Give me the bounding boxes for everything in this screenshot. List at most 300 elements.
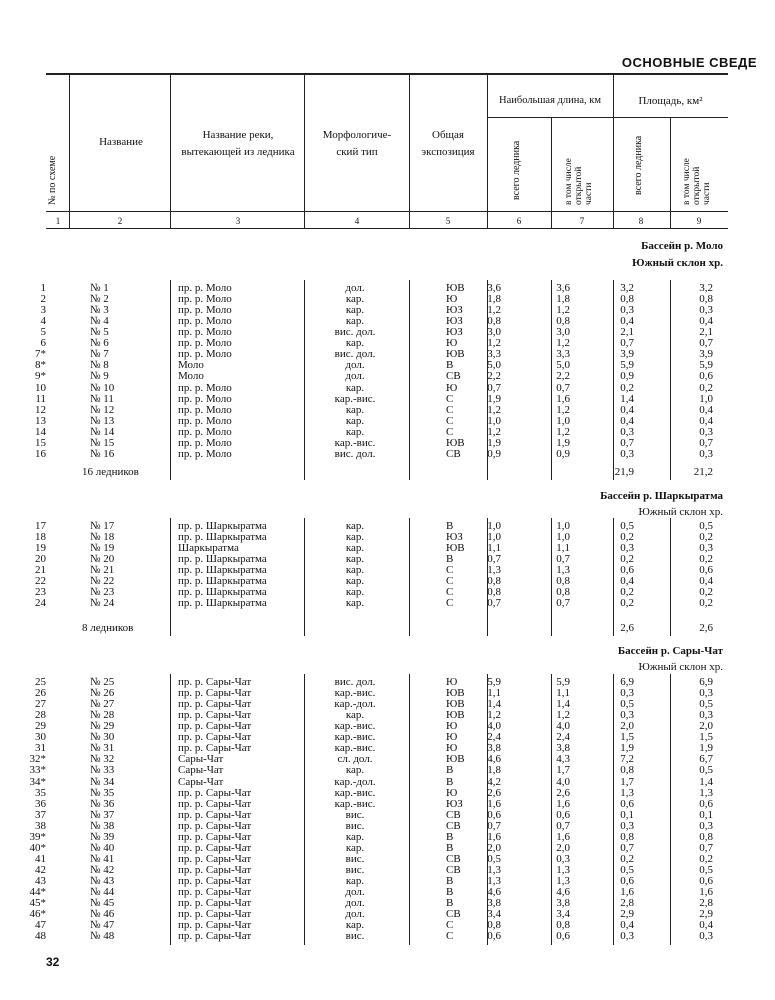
table-row [0, 294, 775, 305]
length-open: 3,8 [556, 742, 570, 755]
col-number: 2 [117, 216, 123, 226]
exposure: С [446, 403, 454, 416]
glacier-name: № 1 [90, 282, 109, 294]
area-open: 0,2 [699, 553, 713, 566]
length-open: 4,0 [556, 720, 570, 733]
glacier-name: № 14 [90, 425, 115, 438]
area-open: 1,0 [699, 392, 713, 405]
scheme-number: 46* [29, 908, 46, 921]
col-number: 1 [55, 216, 61, 226]
scheme-number: 48 [35, 930, 46, 943]
length-total: 1,2 [487, 403, 501, 416]
scheme-number: 23 [35, 586, 46, 599]
length-open: 5,9 [556, 676, 570, 688]
exposure: Ю [446, 786, 458, 799]
length-open: 3,4 [556, 908, 570, 921]
exposure: ЮВ [446, 542, 465, 555]
morph-type: кар. [345, 293, 365, 306]
morph-type: кар.-вис. [334, 687, 376, 700]
length-total: 0,6 [487, 930, 501, 943]
scheme-number: 47 [35, 919, 46, 932]
river-name: пр. р. Моло [178, 447, 232, 460]
morph-type: дол. [345, 897, 365, 910]
glacier-name: № 6 [90, 337, 109, 350]
col-number: 5 [445, 216, 451, 226]
table-row [0, 449, 775, 460]
river-name: пр. р. Моло [178, 425, 232, 438]
section-total-label: 8 ледников [82, 622, 134, 634]
hdr-vline [670, 117, 671, 228]
river-name: пр. р. Шаркыратма [178, 564, 267, 577]
river-name: пр. р. Моло [178, 282, 232, 294]
length-open: 0,8 [556, 315, 570, 328]
morph-type: дол. [345, 908, 365, 921]
length-total: 2,4 [487, 731, 501, 744]
area-open: 0,1 [699, 808, 713, 821]
area-open: 0,6 [699, 797, 713, 810]
morph-type: дол. [345, 282, 365, 294]
river-name: пр. р. Сары-Чат [178, 698, 252, 711]
area-open: 6,7 [699, 753, 713, 766]
length-total: 1,2 [487, 337, 501, 350]
river-name: пр. р. Сары-Чат [178, 908, 252, 921]
length-total: 3,3 [487, 348, 501, 361]
table-top-rule [46, 73, 728, 75]
area-open: 0,5 [699, 864, 713, 877]
area-open: 1,3 [699, 786, 713, 799]
scheme-number: 31 [35, 742, 46, 755]
length-total: 2,6 [487, 786, 501, 799]
area-total: 0,6 [620, 797, 634, 810]
length-open: 0,7 [556, 597, 570, 610]
river-name: пр. р. Моло [178, 414, 232, 427]
length-total: 1,0 [487, 520, 501, 532]
scheme-number: 35 [35, 786, 46, 799]
length-open: 1,2 [556, 403, 570, 416]
length-open: 1,3 [556, 864, 570, 877]
glacier-name: № 33 [90, 764, 115, 777]
glacier-name: № 34 [90, 775, 115, 788]
morph-type: кар. [345, 830, 365, 843]
area-total: 0,7 [620, 841, 634, 854]
length-total: 1,1 [487, 542, 501, 555]
area-total: 0,3 [620, 304, 634, 317]
exposure: С [446, 392, 454, 405]
area-total: 1,3 [620, 786, 634, 799]
area-total: 7,2 [620, 753, 634, 766]
river-name: пр. р. Сары-Чат [178, 676, 252, 688]
exposure: Ю [446, 381, 458, 394]
table-row [0, 854, 775, 865]
section-total-open-area: 2,6 [699, 622, 713, 634]
area-open: 2,1 [699, 326, 713, 339]
exposure: В [446, 897, 454, 910]
glacier-name: № 48 [90, 930, 115, 943]
river-name: пр. р. Сары-Чат [178, 742, 252, 755]
area-total: 0,8 [620, 830, 634, 843]
exposure: В [446, 841, 454, 854]
hdr-vline [170, 73, 171, 228]
glacier-name: № 23 [90, 586, 115, 599]
scheme-number: 26 [35, 687, 46, 700]
exposure: СВ [446, 370, 461, 383]
morph-type: кар. [345, 337, 365, 350]
table-row [0, 532, 775, 543]
scheme-number: 16 [35, 447, 46, 460]
length-open: 1,7 [556, 764, 570, 777]
length-open: 1,1 [556, 542, 570, 555]
table-row [0, 898, 775, 909]
table-row [0, 416, 775, 427]
area-open: 0,6 [699, 370, 713, 383]
exposure: Ю [446, 676, 458, 688]
exposure: СВ [446, 908, 461, 921]
table-row [0, 832, 775, 843]
table-row [0, 405, 775, 416]
length-total: 1,2 [487, 425, 501, 438]
exposure: ЮЗ [446, 304, 463, 317]
glacier-name: № 8 [90, 359, 109, 372]
area-open: 0,6 [699, 564, 713, 577]
length-open: 1,3 [556, 564, 570, 577]
length-total: 4,6 [487, 886, 501, 899]
glacier-name: № 39 [90, 830, 115, 843]
scheme-number: 22 [35, 575, 46, 588]
table-row [0, 543, 775, 554]
area-open: 0,7 [699, 841, 713, 854]
section-total-label: 16 ледников [82, 466, 139, 478]
length-total: 2,0 [487, 841, 501, 854]
length-total: 0,6 [487, 808, 501, 821]
scheme-number: 6 [40, 337, 46, 350]
morph-type: дол. [345, 886, 365, 899]
area-total: 0,5 [620, 520, 634, 532]
length-total: 3,8 [487, 742, 501, 755]
river-name: Сары-Чат [178, 764, 224, 777]
river-name: пр. р. Сары-Чат [178, 930, 252, 943]
table-row [0, 754, 775, 765]
area-open: 0,2 [699, 531, 713, 544]
morph-type: кар.-вис. [334, 786, 376, 799]
river-name: Моло [178, 359, 204, 372]
scheme-number: 9* [35, 370, 46, 383]
scheme-number: 43 [35, 875, 46, 888]
river-name: пр. р. Сары-Чат [178, 886, 252, 899]
col-header-length-open: в том числе открытой части [564, 158, 594, 205]
river-name: пр. р. Шаркыратма [178, 520, 267, 532]
exposure: ЮВ [446, 282, 465, 294]
scheme-number: 29 [35, 720, 46, 733]
area-total: 0,2 [620, 586, 634, 599]
col-header-name: Название [99, 136, 143, 148]
morph-type: кар. [345, 764, 365, 777]
area-total: 3,2 [620, 282, 634, 294]
length-total: 3,0 [487, 326, 501, 339]
scheme-number: 7* [35, 348, 46, 361]
glacier-name: № 21 [90, 564, 115, 577]
length-total: 1,3 [487, 564, 501, 577]
glacier-name: № 41 [90, 852, 115, 865]
morph-type: вис. [345, 864, 365, 877]
length-total: 1,4 [487, 698, 501, 711]
area-open: 0,3 [699, 542, 713, 555]
section-total-area: 2,6 [620, 622, 634, 634]
glacier-name: № 16 [90, 447, 115, 460]
table-row [0, 427, 775, 438]
table-row [0, 843, 775, 854]
table-row [0, 699, 775, 710]
area-open: 0,3 [699, 819, 713, 832]
scheme-number: 36 [35, 797, 46, 810]
morph-type: кар.-дол. [334, 775, 376, 788]
area-total: 0,5 [620, 864, 634, 877]
table-row [0, 920, 775, 931]
table-row [0, 598, 775, 609]
morph-type: вис. [345, 819, 365, 832]
area-open: 0,3 [699, 709, 713, 722]
glacier-name: № 28 [90, 709, 115, 722]
length-total: 1,0 [487, 414, 501, 427]
scheme-number: 11 [35, 392, 46, 405]
scheme-number: 44* [29, 886, 46, 899]
scheme-number: 45* [29, 897, 46, 910]
exposure: ЮЗ [446, 797, 463, 810]
exposure: СВ [446, 819, 461, 832]
exposure: Ю [446, 337, 458, 350]
glacier-name: № 4 [90, 315, 109, 328]
colnum-bottom-rule [46, 228, 728, 229]
area-open: 0,3 [699, 687, 713, 700]
length-open: 1,3 [556, 875, 570, 888]
glacier-name: № 13 [90, 414, 115, 427]
glacier-name: № 26 [90, 687, 115, 700]
length-total: 3,4 [487, 908, 501, 921]
area-open: 2,9 [699, 908, 713, 921]
exposure: СВ [446, 808, 461, 821]
glacier-name: № 5 [90, 326, 109, 339]
glacier-name: № 36 [90, 797, 115, 810]
area-total: 0,4 [620, 414, 634, 427]
morph-type: кар.-дол. [334, 698, 376, 711]
exposure: ЮВ [446, 709, 465, 722]
table-row [0, 349, 775, 360]
area-open: 0,4 [699, 919, 713, 932]
exposure: Ю [446, 720, 458, 733]
section-total-area: 21,9 [614, 466, 634, 478]
area-total: 0,3 [620, 687, 634, 700]
table-row [0, 394, 775, 405]
glacier-name: № 12 [90, 403, 115, 416]
hdr-vline [551, 117, 552, 228]
river-name: пр. р. Сары-Чат [178, 841, 252, 854]
area-open: 5,9 [699, 359, 713, 372]
scheme-number: 34* [29, 775, 46, 788]
table-row [0, 305, 775, 316]
table-row [0, 788, 775, 799]
glacier-name: № 2 [90, 293, 109, 306]
river-name: пр. р. Сары-Чат [178, 687, 252, 700]
length-open: 2,2 [556, 370, 570, 383]
river-name: пр. р. Моло [178, 315, 232, 328]
page-running-title: ОСНОВНЫЕ СВЕДЕ [621, 55, 757, 70]
morph-type: дол. [345, 359, 365, 372]
glacier-name: № 3 [90, 304, 109, 317]
river-name: пр. р. Сары-Чат [178, 797, 252, 810]
scheme-number: 20 [35, 553, 46, 566]
exposure: С [446, 597, 454, 610]
exposure: Ю [446, 742, 458, 755]
area-total: 0,3 [620, 542, 634, 555]
exposure: ЮВ [446, 753, 465, 766]
area-total: 0,1 [620, 808, 634, 821]
area-open: 1,9 [699, 742, 713, 755]
length-open: 4,3 [556, 753, 570, 766]
glacier-name: № 43 [90, 875, 115, 888]
river-name: пр. р. Шаркыратма [178, 553, 267, 566]
glacier-name: № 37 [90, 808, 115, 821]
exposure: СВ [446, 852, 461, 865]
exposure: СВ [446, 864, 461, 877]
col-group-area: Площадь, км² [638, 95, 703, 107]
length-open: 1,2 [556, 709, 570, 722]
morph-type: кар. [345, 564, 365, 577]
col-number: 8 [638, 216, 644, 226]
table-row [0, 576, 775, 587]
glacier-name: № 18 [90, 531, 115, 544]
length-open: 0,3 [556, 852, 570, 865]
area-open: 0,6 [699, 875, 713, 888]
exposure: Ю [446, 731, 458, 744]
morph-type: вис. дол. [334, 447, 376, 460]
scheme-number: 10 [35, 381, 46, 394]
exposure: В [446, 886, 454, 899]
exposure: С [446, 919, 454, 932]
table-row [0, 338, 775, 349]
river-name: Моло [178, 370, 204, 383]
area-open: 0,5 [699, 520, 713, 532]
table-row [0, 887, 775, 898]
length-total: 0,8 [487, 919, 501, 932]
exposure: В [446, 875, 454, 888]
area-open: 0,3 [699, 425, 713, 438]
length-open: 5,0 [556, 359, 570, 372]
length-total: 0,7 [487, 553, 501, 566]
hdr-vline [69, 73, 70, 228]
table-row [0, 710, 775, 721]
scheme-number: 1 [40, 282, 46, 294]
scheme-number: 5 [40, 326, 46, 339]
river-name: пр. р. Сары-Чат [178, 897, 252, 910]
scheme-number: 40* [29, 841, 46, 854]
glacier-name: № 40 [90, 841, 115, 854]
morph-type: вис. дол. [334, 348, 376, 361]
river-name: пр. р. Моло [178, 381, 232, 394]
table-row [0, 438, 775, 449]
table-row [0, 587, 775, 598]
table-row [0, 765, 775, 776]
length-open: 0,8 [556, 586, 570, 599]
exposure: ЮЗ [446, 315, 463, 328]
morph-type: кар. [345, 520, 365, 532]
glacier-name: № 22 [90, 575, 115, 588]
scheme-number: 14 [35, 425, 46, 438]
length-total: 5,0 [487, 359, 501, 372]
length-total: 1,8 [487, 764, 501, 777]
scheme-number: 41 [35, 852, 46, 865]
length-open: 3,8 [556, 897, 570, 910]
morph-type: кар. [345, 304, 365, 317]
scheme-number: 13 [35, 414, 46, 427]
morph-type: кар.-вис. [334, 731, 376, 744]
exposure: В [446, 764, 454, 777]
river-name: пр. р. Сары-Чат [178, 819, 252, 832]
length-open: 0,6 [556, 930, 570, 943]
exposure: ЮВ [446, 698, 465, 711]
area-total: 0,2 [620, 852, 634, 865]
length-open: 1,0 [556, 520, 570, 532]
slope-heading: Южный склон хр. [638, 506, 723, 518]
morph-type: вис. [345, 808, 365, 821]
glacier-name: № 42 [90, 864, 115, 877]
scheme-number: 33* [29, 764, 46, 777]
scheme-number: 17 [35, 520, 46, 532]
col-header-river: Название реки, вытекающей из ледника [181, 129, 295, 159]
exposure: В [446, 520, 454, 532]
exposure: С [446, 414, 454, 427]
river-name: пр. р. Сары-Чат [178, 852, 252, 865]
length-open: 1,2 [556, 304, 570, 317]
morph-type: кар.-вис. [334, 392, 376, 405]
exposure: С [446, 425, 454, 438]
area-open: 0,5 [699, 764, 713, 777]
exposure: ЮЗ [446, 326, 463, 339]
glacier-name: № 38 [90, 819, 115, 832]
area-total: 1,7 [620, 775, 634, 788]
area-open: 0,4 [699, 315, 713, 328]
area-total: 1,9 [620, 742, 634, 755]
scheme-number: 2 [40, 293, 46, 306]
length-open: 1,1 [556, 687, 570, 700]
scheme-number: 19 [35, 542, 46, 555]
glacier-name: № 7 [90, 348, 109, 361]
length-open: 2,0 [556, 841, 570, 854]
length-total: 1,3 [487, 864, 501, 877]
scheme-number: 37 [35, 808, 46, 821]
table-row [0, 283, 775, 294]
morph-type: кар. [345, 875, 365, 888]
col-header-area-open: в том числе открытой части [682, 158, 712, 205]
table-row [0, 810, 775, 821]
exposure: ЮВ [446, 687, 465, 700]
scheme-number: 21 [35, 564, 46, 577]
length-open: 1,4 [556, 698, 570, 711]
river-name: пр. р. Сары-Чат [178, 919, 252, 932]
area-open: 1,5 [699, 731, 713, 744]
area-open: 0,2 [699, 852, 713, 865]
river-name: пр. р. Шаркыратма [178, 597, 267, 610]
area-open: 0,2 [699, 586, 713, 599]
length-total: 0,5 [487, 852, 501, 865]
area-open: 2,0 [699, 720, 713, 733]
glacier-name: № 44 [90, 886, 115, 899]
morph-type: кар. [345, 553, 365, 566]
river-name: пр. р. Сары-Чат [178, 808, 252, 821]
table-row [0, 688, 775, 699]
scheme-number: 4 [40, 315, 46, 328]
river-name: пр. р. Сары-Чат [178, 731, 252, 744]
river-name: пр. р. Моло [178, 304, 232, 317]
exposure: С [446, 564, 454, 577]
